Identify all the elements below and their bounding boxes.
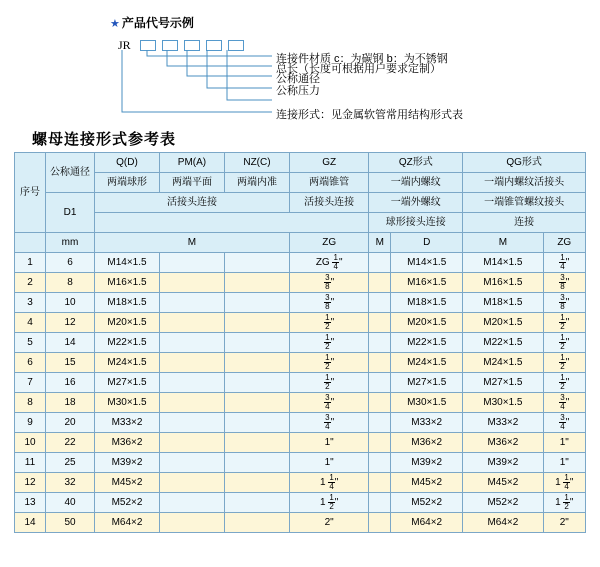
table-header-row-3 [15, 193, 586, 213]
row-nz [224, 293, 289, 313]
row-nz [224, 333, 289, 353]
row-qz-d: M52×2 [391, 493, 463, 513]
row-q: M39×2 [95, 453, 160, 473]
row-qg-zg: 1" [543, 433, 585, 453]
table-title: 螺母连接形式参考表 [32, 131, 177, 148]
row-qg-m: M33×2 [463, 413, 543, 433]
row-pm [159, 353, 224, 373]
header-gz-r1: 两端锥管 [289, 173, 368, 193]
row-qg-m: M16×1.5 [463, 273, 543, 293]
row-dn: 14 [46, 333, 95, 353]
row-nz [224, 433, 289, 453]
row-qz-d: M36×2 [391, 433, 463, 453]
row-qg-zg: $\frac{1}{2}$ " [543, 313, 585, 333]
legend-annotation-length: 总长（长度可根据用户要求定制） [276, 63, 441, 75]
header-q-r2: 活接头连接 [95, 193, 290, 213]
row-qg-m: M64×2 [463, 513, 543, 533]
table-row [15, 293, 586, 313]
legend-annotation-material: 连接件材质 c：为碳钢 b：为不锈钢 [276, 53, 448, 65]
row-q: M22×1.5 [95, 333, 160, 353]
row-dn: 16 [46, 373, 95, 393]
table-row [15, 453, 586, 473]
row-qz-m [369, 353, 391, 373]
legend-title-text: 产品代号示例 [121, 16, 194, 30]
row-qz-m [369, 393, 391, 413]
header-dn: 公称通径 [46, 153, 95, 193]
row-seq: 2 [15, 273, 46, 293]
row-gz: $\frac{1}{2}$ " [289, 333, 368, 353]
row-qz-d: M39×2 [391, 453, 463, 473]
row-q: M14×1.5 [95, 253, 160, 273]
row-gz: $\frac{1}{2}$ " [289, 313, 368, 333]
row-pm [159, 373, 224, 393]
row-dn: 18 [46, 393, 95, 413]
row-qz-m [369, 433, 391, 453]
row-gz: $\frac{3}{4}$ " [289, 413, 368, 433]
row-dn: 15 [46, 353, 95, 373]
row-qz-d: M16×1.5 [391, 273, 463, 293]
header-sub-m1: M [95, 233, 290, 253]
table-header-row-1 [15, 153, 586, 173]
row-qg-m: M22×1.5 [463, 333, 543, 353]
row-seq: 9 [15, 413, 46, 433]
row-qg-zg: $\frac{1}{2}$ " [543, 333, 585, 353]
table-body [15, 253, 586, 533]
row-pm [159, 413, 224, 433]
row-qz-d: M24×1.5 [391, 353, 463, 373]
row-qg-zg: 2" [543, 513, 585, 533]
row-qg-m: M14×1.5 [463, 253, 543, 273]
row-seq: 1 [15, 253, 46, 273]
row-pm [159, 333, 224, 353]
table-row [15, 253, 586, 273]
row-qz-m [369, 373, 391, 393]
row-qg-m: M52×2 [463, 493, 543, 513]
row-nz [224, 413, 289, 433]
header-d1-label: D1 [63, 206, 77, 218]
header-q-r1: 两端球形 [95, 173, 160, 193]
header-sub-zg1: ZG [289, 233, 368, 253]
row-seq: 13 [15, 493, 46, 513]
row-dn: 8 [46, 273, 95, 293]
row-q: M36×2 [95, 433, 160, 453]
header-group-code-nz: NZ(C) [224, 153, 289, 173]
row-qz-d: M20×1.5 [391, 313, 463, 333]
row-q: M33×2 [95, 413, 160, 433]
row-nz [224, 353, 289, 373]
header-qg-r3: 连接 [463, 213, 586, 233]
row-nz [224, 253, 289, 273]
row-q: M30×1.5 [95, 393, 160, 413]
row-gz: 1 $\frac{1}{4}$ " [289, 473, 368, 493]
row-gz: $\frac{3}{8}$ " [289, 293, 368, 313]
row-q: M24×1.5 [95, 353, 160, 373]
header-qz-r3-blank [95, 213, 369, 233]
table-row [15, 373, 586, 393]
row-q: M16×1.5 [95, 273, 160, 293]
row-qz-d: M33×2 [391, 413, 463, 433]
row-qg-m: M18×1.5 [463, 293, 543, 313]
row-seq: 12 [15, 473, 46, 493]
table-row [15, 333, 586, 353]
row-qg-zg: $\frac{3}{8}$ " [543, 293, 585, 313]
header-group-code-gz: GZ [289, 153, 368, 173]
row-qz-d: M64×2 [391, 513, 463, 533]
row-qg-zg: $\frac{1}{4}$ " [543, 253, 585, 273]
row-gz: 2" [289, 513, 368, 533]
row-dn: 32 [46, 473, 95, 493]
row-pm [159, 493, 224, 513]
header-nz-r1: 两端内准 [224, 173, 289, 193]
table-row [15, 413, 586, 433]
row-q: M45×2 [95, 473, 160, 493]
row-qg-zg: 1 $\frac{1}{2}$ " [543, 493, 585, 513]
row-nz [224, 453, 289, 473]
row-qz-m [369, 293, 391, 313]
row-q: M52×2 [95, 493, 160, 513]
header-group-code-q: Q(D) [95, 153, 160, 173]
row-pm [159, 313, 224, 333]
row-qg-m: M30×1.5 [463, 393, 543, 413]
header-qz-r3: 球形接头连接 [369, 213, 463, 233]
table-row [15, 393, 586, 413]
row-qg-zg: $\frac{3}{8}$ " [543, 273, 585, 293]
row-q: M18×1.5 [95, 293, 160, 313]
header-qg-r1: 一端内螺纹活接头 [463, 173, 586, 193]
row-qz-d: M22×1.5 [391, 333, 463, 353]
row-gz: $\frac{1}{2}$ " [289, 373, 368, 393]
row-seq: 3 [15, 293, 46, 313]
row-seq: 10 [15, 433, 46, 453]
row-qg-zg: 1" [543, 453, 585, 473]
row-qz-d: M14×1.5 [391, 253, 463, 273]
row-seq: 14 [15, 513, 46, 533]
row-qz-m [369, 493, 391, 513]
row-pm [159, 453, 224, 473]
row-gz: $\frac{1}{2}$ " [289, 353, 368, 373]
table-header-row-4 [15, 213, 586, 233]
table-row [15, 433, 586, 453]
row-qg-zg: 1 $\frac{1}{4}$ " [543, 473, 585, 493]
row-pm [159, 393, 224, 413]
row-qz-m [369, 453, 391, 473]
header-group-code-qz: QZ形式 [369, 153, 463, 173]
row-qz-d: M30×1.5 [391, 393, 463, 413]
legend-annotation-dn: 公称通径 [276, 73, 320, 85]
row-qg-zg: $\frac{3}{4}$ " [543, 413, 585, 433]
row-dn: 22 [46, 433, 95, 453]
row-dn: 10 [46, 293, 95, 313]
row-gz: $\frac{3}{8}$ " [289, 273, 368, 293]
legend-annotation-connection: 连接形式：见金属软管常用结构形式表 [276, 109, 463, 121]
row-pm [159, 273, 224, 293]
row-pm [159, 473, 224, 493]
row-dn: 40 [46, 493, 95, 513]
row-seq: 7 [15, 373, 46, 393]
row-gz: 1" [289, 433, 368, 453]
row-gz: 1 $\frac{1}{2}$ " [289, 493, 368, 513]
header-sub-m2: M [369, 233, 391, 253]
row-q: M64×2 [95, 513, 160, 533]
header-sub-m3: M [463, 233, 543, 253]
row-qz-m [369, 273, 391, 293]
header-qz-r2: 一端外螺纹 [369, 193, 463, 213]
row-qz-d: M45×2 [391, 473, 463, 493]
row-dn: 50 [46, 513, 95, 533]
row-seq: 11 [15, 453, 46, 473]
table-row [15, 273, 586, 293]
header-mm: mm [46, 233, 95, 253]
table-row [15, 513, 586, 533]
table-header-row-2 [15, 173, 586, 193]
row-nz [224, 273, 289, 293]
row-qz-m [369, 333, 391, 353]
row-nz [224, 313, 289, 333]
row-pm [159, 293, 224, 313]
row-seq: 8 [15, 393, 46, 413]
row-nz [224, 373, 289, 393]
row-qz-m [369, 313, 391, 333]
row-seq: 5 [15, 333, 46, 353]
row-qg-m: M36×2 [463, 433, 543, 453]
row-pm [159, 513, 224, 533]
row-qg-m: M24×1.5 [463, 353, 543, 373]
code-prefix: JR [118, 38, 131, 52]
row-qz-m [369, 253, 391, 273]
row-q: M27×1.5 [95, 373, 160, 393]
row-qg-m: M27×1.5 [463, 373, 543, 393]
table-header-row-units [15, 233, 586, 253]
row-qg-m: M20×1.5 [463, 313, 543, 333]
header-d1 [46, 193, 95, 233]
header-qg-r2: 一端锥管螺纹接头 [463, 193, 586, 213]
row-qg-m: M45×2 [463, 473, 543, 493]
row-nz [224, 393, 289, 413]
header-seq-blank [15, 233, 46, 253]
row-gz: 1" [289, 453, 368, 473]
row-qg-zg: $\frac{1}{2}$ " [543, 353, 585, 373]
header-seq: 序号 [15, 153, 46, 233]
header-sub-d: D [391, 233, 463, 253]
row-qz-m [369, 513, 391, 533]
row-seq: 6 [15, 353, 46, 373]
header-sub-zg2: ZG [543, 233, 585, 253]
row-dn: 20 [46, 413, 95, 433]
header-qz-r1: 一端内螺纹 [369, 173, 463, 193]
table-row [15, 353, 586, 373]
header-pm-r1: 两端平面 [159, 173, 224, 193]
row-pm [159, 433, 224, 453]
table-row [15, 313, 586, 333]
row-qg-zg: $\frac{1}{2}$ " [543, 373, 585, 393]
row-gz: ZG $\frac{1}{4}$ " [289, 253, 368, 273]
row-dn: 25 [46, 453, 95, 473]
row-qz-d: M18×1.5 [391, 293, 463, 313]
row-dn: 6 [46, 253, 95, 273]
row-seq: 4 [15, 313, 46, 333]
row-dn: 12 [46, 313, 95, 333]
table-head [15, 153, 586, 253]
header-gz-r2: 活接头连接 [289, 193, 368, 213]
header-group-code-pm: PM(A) [159, 153, 224, 173]
row-qz-m [369, 413, 391, 433]
row-q: M20×1.5 [95, 313, 160, 333]
legend-annotation-pn: 公称压力 [276, 85, 320, 97]
product-code-legend [0, 0, 600, 128]
row-qz-m [369, 473, 391, 493]
row-pm [159, 253, 224, 273]
row-qg-m: M39×2 [463, 453, 543, 473]
row-nz [224, 473, 289, 493]
star-icon: ★ [110, 18, 120, 30]
row-qz-d: M27×1.5 [391, 373, 463, 393]
row-nz [224, 493, 289, 513]
nut-connection-table [14, 152, 586, 533]
row-qg-zg: $\frac{3}{4}$ " [543, 393, 585, 413]
table-row [15, 493, 586, 513]
row-gz: $\frac{3}{4}$ " [289, 393, 368, 413]
row-nz [224, 513, 289, 533]
table-row [15, 473, 586, 493]
header-group-code-qg: QG形式 [463, 153, 586, 173]
